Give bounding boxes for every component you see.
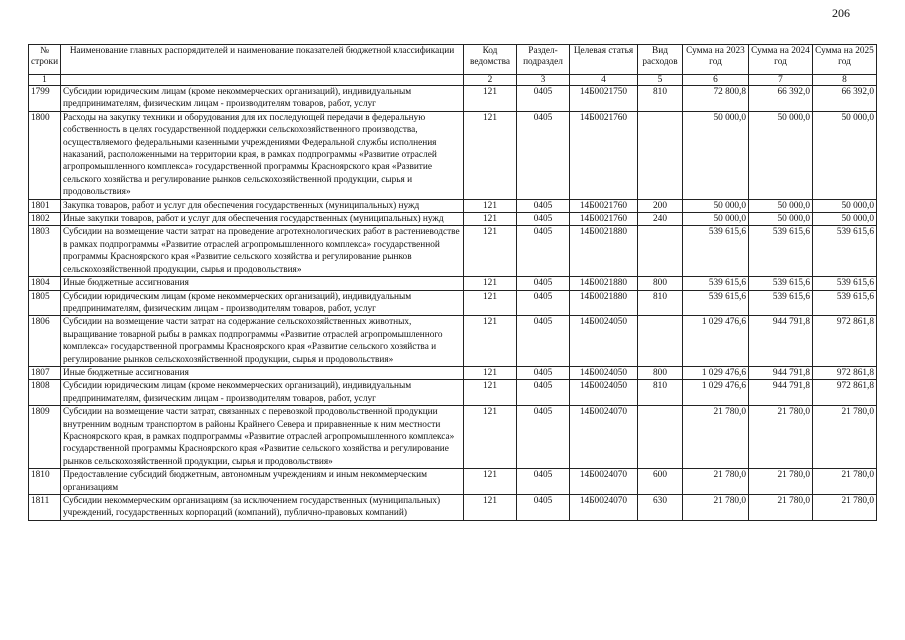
budget-table (28, 44, 877, 521)
table-row (29, 111, 877, 199)
row-section: 0405 (517, 495, 570, 521)
row-expense-kind: 810 (638, 86, 683, 112)
page-number: 206 (832, 6, 850, 20)
header-target-article: Целевая статья (570, 45, 638, 75)
row-sum-2024: 21 780,0 (749, 469, 813, 495)
row-name: Расходы на закупку техники и оборудования для их последующей передачи в федеральную собственность в целях государственной поддержки сельскохозяйственного производства, осуществляемого федеральными казенными учреждениями Федеральной службы исполнения наказаний, расположенными на территории края, в рамках подпрограммы «Развитие отраслей агропромышленного комплекса» государственной программы Красноярского края «Развитие сельского хозяйства и регулирование рынков сельскохозяйственной продукции, сырья и продовольствия» (61, 111, 464, 199)
column-number: 1 (29, 75, 61, 86)
row-sum-2023: 539 615,6 (683, 277, 749, 290)
row-department-code: 121 (464, 199, 517, 212)
row-section: 0405 (517, 406, 570, 469)
row-target-article: 14Б0021880 (570, 277, 638, 290)
row-expense-kind: 240 (638, 213, 683, 226)
row-expense-kind (638, 316, 683, 367)
table-row (29, 290, 877, 316)
row-sum-2024: 944 791,8 (749, 380, 813, 406)
row-sum-2025: 50 000,0 (813, 111, 877, 199)
row-number: 1799 (29, 86, 61, 112)
row-section: 0405 (517, 366, 570, 379)
row-expense-kind: 800 (638, 366, 683, 379)
row-name: Иные закупки товаров, работ и услуг для обеспечения государственных (муниципальных) нужд (61, 213, 464, 226)
row-sum-2023: 50 000,0 (683, 111, 749, 199)
row-name: Закупка товаров, работ и услуг для обеспечения государственных (муниципальных) нужд (61, 199, 464, 212)
column-number: 7 (749, 75, 813, 86)
row-sum-2025: 972 861,8 (813, 380, 877, 406)
row-expense-kind (638, 111, 683, 199)
row-sum-2023: 1 029 476,6 (683, 316, 749, 367)
row-sum-2023: 539 615,6 (683, 226, 749, 277)
row-target-article: 14Б0021760 (570, 199, 638, 212)
row-section: 0405 (517, 380, 570, 406)
row-target-article: 14Б0024050 (570, 316, 638, 367)
row-name: Субсидии на возмещение части затрат на содержание сельскохозяйственных животных, выращивание товарной рыбы в рамках подпрограммы «Развитие отраслей агропромышленного комплекса» государственной программы Красноярского края «Развитие сельского хозяйства и регулирование рынков сельскохозяйственной продукции, сырья и продовольствия» (61, 316, 464, 367)
row-expense-kind: 200 (638, 199, 683, 212)
row-sum-2024: 21 780,0 (749, 406, 813, 469)
row-name: Субсидии некоммерческим организациям (за исключением государственных (муниципальных) учреждений, государственных корпораций (компаний), публично-правовых компаний) (61, 495, 464, 521)
column-number: 2 (464, 75, 517, 86)
row-target-article: 14Б0021750 (570, 86, 638, 112)
row-target-article: 14Б0024050 (570, 380, 638, 406)
table-row (29, 213, 877, 226)
row-sum-2025: 539 615,6 (813, 290, 877, 316)
row-name: Иные бюджетные ассигнования (61, 366, 464, 379)
row-section: 0405 (517, 290, 570, 316)
header-sum-2024: Сумма на 2024 год (749, 45, 813, 75)
row-section: 0405 (517, 111, 570, 199)
row-section: 0405 (517, 469, 570, 495)
row-department-code: 121 (464, 213, 517, 226)
row-sum-2025: 50 000,0 (813, 199, 877, 212)
row-name: Субсидии юридическим лицам (кроме некоммерческих организаций), индивидуальным предпринимателям, физическим лицам - производителям товаров, работ, услуг (61, 86, 464, 112)
row-department-code: 121 (464, 290, 517, 316)
row-number: 1800 (29, 111, 61, 199)
row-sum-2025: 21 780,0 (813, 469, 877, 495)
row-expense-kind (638, 406, 683, 469)
header-name: Наименование главных распорядителей и наименование показателей бюджетной классификации (61, 45, 464, 75)
row-sum-2024: 539 615,6 (749, 226, 813, 277)
row-target-article: 14Б0024050 (570, 366, 638, 379)
row-expense-kind: 600 (638, 469, 683, 495)
column-number: 4 (570, 75, 638, 86)
row-department-code: 121 (464, 86, 517, 112)
row-section: 0405 (517, 199, 570, 212)
row-target-article: 14Б0021760 (570, 213, 638, 226)
row-sum-2023: 1 029 476,6 (683, 380, 749, 406)
table-row (29, 406, 877, 469)
row-number: 1810 (29, 469, 61, 495)
row-department-code: 121 (464, 366, 517, 379)
row-sum-2025: 539 615,6 (813, 277, 877, 290)
row-section: 0405 (517, 277, 570, 290)
column-number: 3 (517, 75, 570, 86)
row-expense-kind (638, 226, 683, 277)
row-department-code: 121 (464, 316, 517, 367)
table-row (29, 380, 877, 406)
row-name: Иные бюджетные ассигнования (61, 277, 464, 290)
row-sum-2025: 66 392,0 (813, 86, 877, 112)
header-sum-2023: Сумма на 2023 год (683, 45, 749, 75)
row-sum-2024: 21 780,0 (749, 495, 813, 521)
row-sum-2023: 50 000,0 (683, 213, 749, 226)
row-sum-2025: 972 861,8 (813, 316, 877, 367)
row-section: 0405 (517, 213, 570, 226)
row-department-code: 121 (464, 495, 517, 521)
table-row (29, 86, 877, 112)
header-department-code: Код ведомства (464, 45, 517, 75)
header-expense-kind: Вид расходов (638, 45, 683, 75)
row-target-article: 14Б0024070 (570, 495, 638, 521)
header-row (29, 45, 877, 75)
row-sum-2024: 50 000,0 (749, 111, 813, 199)
row-section: 0405 (517, 226, 570, 277)
row-department-code: 121 (464, 111, 517, 199)
row-sum-2023: 21 780,0 (683, 406, 749, 469)
column-number: 5 (638, 75, 683, 86)
row-department-code: 121 (464, 469, 517, 495)
row-section: 0405 (517, 316, 570, 367)
row-number: 1803 (29, 226, 61, 277)
row-section: 0405 (517, 86, 570, 112)
row-number: 1805 (29, 290, 61, 316)
row-sum-2025: 539 615,6 (813, 226, 877, 277)
row-name: Субсидии на возмещение части затрат, связанных с перевозкой продовольственной продукции внутренним водным транспортом в районы Крайнего Севера и приравненные к ним местности Красноярского края, в рамках подпрограммы «Развитие отраслей агропромышленного комплекса» государственной программы Красноярского края «Развитие сельского хозяйства и регулирование рынков сельскохозяйственной продукции, сырья и продовольствия» (61, 406, 464, 469)
header-sum-2025: Сумма на 2025 год (813, 45, 877, 75)
row-target-article: 14Б0021760 (570, 111, 638, 199)
column-number: 6 (683, 75, 749, 86)
row-number: 1804 (29, 277, 61, 290)
row-name: Субсидии на возмещение части затрат на проведение агротехнологических работ в растениеводстве в рамках подпрограммы «Развитие отраслей агропромышленного комплекса» государственной программы Красноярского края «Развитие сельского хозяйства и регулирование рынков сельскохозяйственной продукции, сырья и продовольствия» (61, 226, 464, 277)
row-department-code: 121 (464, 277, 517, 290)
column-number: 8 (813, 75, 877, 86)
row-sum-2023: 1 029 476,6 (683, 366, 749, 379)
column-number-row (29, 75, 877, 86)
row-expense-kind: 810 (638, 290, 683, 316)
row-target-article: 14Б0024070 (570, 469, 638, 495)
row-target-article: 14Б0021880 (570, 226, 638, 277)
row-number: 1807 (29, 366, 61, 379)
row-sum-2024: 66 392,0 (749, 86, 813, 112)
row-sum-2025: 50 000,0 (813, 213, 877, 226)
row-name: Субсидии юридическим лицам (кроме некоммерческих организаций), индивидуальным предпринимателям, физическим лицам - производителям товаров, работ, услуг (61, 380, 464, 406)
table-row (29, 495, 877, 521)
row-sum-2023: 21 780,0 (683, 469, 749, 495)
row-name: Предоставление субсидий бюджетным, автономным учреждениям и иным некоммерческим организациям (61, 469, 464, 495)
row-sum-2024: 50 000,0 (749, 199, 813, 212)
row-sum-2024: 539 615,6 (749, 277, 813, 290)
row-sum-2023: 21 780,0 (683, 495, 749, 521)
row-number: 1811 (29, 495, 61, 521)
row-number: 1801 (29, 199, 61, 212)
row-sum-2024: 944 791,8 (749, 316, 813, 367)
row-number: 1809 (29, 406, 61, 469)
row-name: Субсидии юридическим лицам (кроме некоммерческих организаций), индивидуальным предпринимателям, физическим лицам - производителям товаров, работ, услуг (61, 290, 464, 316)
row-target-article: 14Б0021880 (570, 290, 638, 316)
row-expense-kind: 810 (638, 380, 683, 406)
row-sum-2023: 72 800,8 (683, 86, 749, 112)
row-department-code: 121 (464, 226, 517, 277)
table-row (29, 469, 877, 495)
row-number: 1802 (29, 213, 61, 226)
table-row (29, 366, 877, 379)
row-department-code: 121 (464, 406, 517, 469)
row-sum-2023: 539 615,6 (683, 290, 749, 316)
row-number: 1808 (29, 380, 61, 406)
row-sum-2023: 50 000,0 (683, 199, 749, 212)
table-row (29, 226, 877, 277)
row-expense-kind: 800 (638, 277, 683, 290)
row-number: 1806 (29, 316, 61, 367)
row-sum-2024: 50 000,0 (749, 213, 813, 226)
row-sum-2025: 21 780,0 (813, 406, 877, 469)
row-sum-2025: 21 780,0 (813, 495, 877, 521)
header-section: Раздел-подраздел (517, 45, 570, 75)
row-sum-2024: 944 791,8 (749, 366, 813, 379)
table-row (29, 199, 877, 212)
table-row (29, 277, 877, 290)
row-sum-2024: 539 615,6 (749, 290, 813, 316)
row-department-code: 121 (464, 380, 517, 406)
header-row-number: № строки (29, 45, 61, 75)
table-row (29, 316, 877, 367)
row-target-article: 14Б0024070 (570, 406, 638, 469)
row-sum-2025: 972 861,8 (813, 366, 877, 379)
row-expense-kind: 630 (638, 495, 683, 521)
